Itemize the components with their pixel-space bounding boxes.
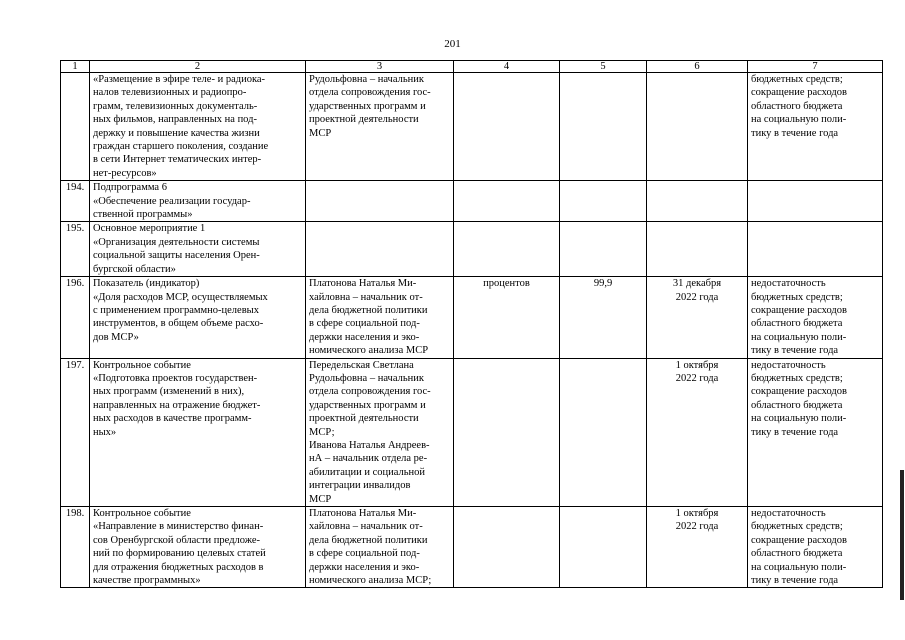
cell-line: тику в течение года <box>751 426 839 438</box>
cell-line: 2022 года <box>675 372 719 384</box>
cell-line: Подпрограмма 6 <box>93 182 167 194</box>
cell-line: социальной защиты населения Орен- <box>93 250 260 262</box>
cell-line: Контрольное событие <box>93 359 191 371</box>
cell-line: «Организация деятельности системы <box>93 236 260 248</box>
name-cell <box>90 181 306 222</box>
cell-line: в сети Интернет тематических интер- <box>93 154 262 166</box>
cell-line: для отражения бюджетных расходов в <box>93 561 264 573</box>
cell-line: 1 октября <box>675 508 719 519</box>
cell-line: областного бюджета <box>751 100 843 112</box>
table-row <box>61 222 883 277</box>
cell-line: сокращение расходов <box>751 534 847 546</box>
cell-line: тику в течение года <box>751 127 839 139</box>
cell-line: хайловна – начальник от- <box>309 291 423 303</box>
name-cell <box>90 358 306 506</box>
cell-line: областного бюджета <box>751 318 843 330</box>
cell-line: «Доля расходов МСР, осуществляемых <box>93 291 268 303</box>
cell-line: Платонова Наталья Ми- <box>309 278 417 290</box>
cell-line: МСР <box>309 127 332 139</box>
name-cell <box>90 277 306 358</box>
cell-line: в сфере социальной под- <box>309 548 420 560</box>
cell-line: сов Оренбургской области предложе- <box>93 534 261 546</box>
cell-line: Основное мероприятие 1 <box>93 223 206 235</box>
cell-line: «Направление в министерство финан- <box>93 521 264 533</box>
cell-line: областного бюджета <box>751 399 843 411</box>
cell-line: Рудольфовна – начальник <box>309 372 424 384</box>
cell-line: ударственных программ и <box>309 399 426 411</box>
risk-cell <box>748 181 883 222</box>
responsible-cell <box>306 277 454 358</box>
cell-line: недостаточность <box>751 508 826 519</box>
cell-line: процентов <box>483 278 530 290</box>
plan-table <box>60 60 883 588</box>
cell-line: Показатель (индикатор) <box>93 278 200 290</box>
cell-line: Рудольфовна – начальник <box>309 74 424 85</box>
cell-line: бюджетных средств; <box>751 372 843 384</box>
deadline-cell <box>647 507 748 588</box>
column-number-row <box>61 61 883 73</box>
column-header: 2 <box>90 61 306 73</box>
cell-line: на социальную поли- <box>751 413 847 425</box>
cell-line: абилитации и социальной <box>309 466 426 478</box>
cell-line: тику в течение года <box>751 575 839 587</box>
risk-cell <box>748 73 883 181</box>
column-header: 1 <box>61 61 90 73</box>
cell-line: ственной программы» <box>93 209 193 221</box>
table-row <box>61 277 883 358</box>
scan-edge-mark <box>900 470 904 600</box>
risk-cell <box>748 507 883 588</box>
responsible-cell <box>306 73 454 181</box>
cell-line: Иванова Наталья Андреев- <box>309 439 430 451</box>
cell-line: сокращение расходов <box>751 386 847 398</box>
cell-line: МСР <box>309 493 332 505</box>
table-row <box>61 73 883 181</box>
cell-line: сокращение расходов <box>751 304 847 316</box>
unit-cell <box>454 358 560 506</box>
table-row <box>61 181 883 222</box>
unit-cell <box>454 222 560 277</box>
cell-line: областного бюджета <box>751 548 843 560</box>
value-cell <box>560 73 647 181</box>
cell-line: в сфере социальной под- <box>309 318 420 330</box>
cell-line: бюджетных средств; <box>751 74 843 85</box>
deadline-cell <box>647 222 748 277</box>
cell-line: направленных на отражение бюджет- <box>93 399 261 411</box>
cell-line: 1 октября <box>675 359 719 371</box>
cell-line: дов МСР» <box>93 331 139 343</box>
row-number-cell: 197. <box>61 358 90 506</box>
name-cell <box>90 507 306 588</box>
risk-cell <box>748 277 883 358</box>
value-cell <box>560 222 647 277</box>
row-number-cell: 195. <box>61 222 90 277</box>
row-number-cell: 196. <box>61 277 90 358</box>
column-header: 6 <box>647 61 748 73</box>
cell-line: дела бюджетной политики <box>309 534 428 546</box>
cell-line: держки населения и эко- <box>309 331 420 343</box>
unit-cell <box>454 181 560 222</box>
cell-line: грамм, телевизионных документаль- <box>93 100 258 112</box>
cell-line: недостаточность <box>751 359 826 371</box>
cell-line: на социальную поли- <box>751 561 847 573</box>
cell-line: держки населения и эко- <box>309 561 420 573</box>
cell-line: «Размещение в эфире теле- и радиока- <box>93 74 266 85</box>
deadline-cell <box>647 73 748 181</box>
cell-line: Передельская Светлана <box>309 359 414 371</box>
cell-line: бюджетных средств; <box>751 291 843 303</box>
value-cell <box>560 277 647 358</box>
cell-line: ний по формированию целевых статей <box>93 548 266 560</box>
cell-line: проектной деятельности <box>309 413 419 425</box>
cell-line: интеграции инвалидов <box>309 480 411 492</box>
responsible-cell <box>306 507 454 588</box>
cell-line: бургской области» <box>93 263 176 275</box>
column-header: 7 <box>748 61 883 73</box>
cell-line: отдела сопровождения гос- <box>309 386 431 398</box>
row-number-cell: 194. <box>61 181 90 222</box>
cell-line: 2022 года <box>675 521 719 533</box>
cell-line: МСР; <box>309 426 335 438</box>
risk-cell <box>748 358 883 506</box>
unit-cell <box>454 507 560 588</box>
column-header: 4 <box>454 61 560 73</box>
cell-line: ударственных программ и <box>309 100 426 112</box>
cell-line: ных фильмов, направленных на под- <box>93 114 257 126</box>
row-number-cell: 198. <box>61 507 90 588</box>
cell-line: «Подготовка проектов государствен- <box>93 372 258 384</box>
cell-line: ных программ (изменений в них), <box>93 386 245 398</box>
cell-line: 99,9 <box>593 278 613 290</box>
table-row <box>61 507 883 588</box>
cell-line: дела бюджетной политики <box>309 304 428 316</box>
value-cell <box>560 181 647 222</box>
cell-line: нет-ресурсов» <box>93 167 157 179</box>
cell-line: хайловна – начальник от- <box>309 521 423 533</box>
cell-line: ных расходов в качестве программ- <box>93 413 252 425</box>
row-number-cell <box>61 73 90 181</box>
cell-line: 2022 года <box>675 291 719 303</box>
deadline-cell <box>647 358 748 506</box>
page-number: 201 <box>444 38 461 50</box>
cell-line: ных» <box>93 426 117 438</box>
cell-line: на социальную поли- <box>751 331 847 343</box>
table-row <box>61 358 883 506</box>
cell-line: 31 декабря <box>672 278 722 290</box>
cell-line: инструментов, в общем объеме расхо- <box>93 318 264 330</box>
column-header: 5 <box>560 61 647 73</box>
cell-line: отдела сопровождения гос- <box>309 87 431 99</box>
cell-line: на социальную поли- <box>751 114 847 126</box>
cell-line: с применением программно-целевых <box>93 304 259 316</box>
risk-cell <box>748 222 883 277</box>
unit-cell <box>454 73 560 181</box>
value-cell <box>560 507 647 588</box>
cell-line: Контрольное событие <box>93 508 191 519</box>
cell-line: сокращение расходов <box>751 87 847 99</box>
responsible-cell <box>306 358 454 506</box>
responsible-cell <box>306 181 454 222</box>
deadline-cell <box>647 181 748 222</box>
cell-line: налов телевизионных и радиопро- <box>93 87 247 99</box>
cell-line: держку и повышение качества жизни <box>93 127 260 139</box>
cell-line: номического анализа МСР; <box>309 575 432 587</box>
name-cell <box>90 222 306 277</box>
deadline-cell <box>647 277 748 358</box>
cell-line: нА – начальник отдела ре- <box>309 453 428 465</box>
cell-line: «Обеспечение реализации государ- <box>93 195 251 207</box>
cell-line: бюджетных средств; <box>751 521 843 533</box>
responsible-cell <box>306 222 454 277</box>
cell-line: номического анализа МСР <box>309 345 429 357</box>
cell-line: тику в течение года <box>751 345 839 357</box>
value-cell <box>560 358 647 506</box>
cell-line: граждан старшего поколения, создание <box>93 141 269 153</box>
cell-line: проектной деятельности <box>309 114 419 126</box>
cell-line: Платонова Наталья Ми- <box>309 508 417 519</box>
cell-line: качестве программных» <box>93 575 201 587</box>
cell-line: недостаточность <box>751 278 826 290</box>
column-header: 3 <box>306 61 454 73</box>
name-cell <box>90 73 306 181</box>
unit-cell <box>454 277 560 358</box>
